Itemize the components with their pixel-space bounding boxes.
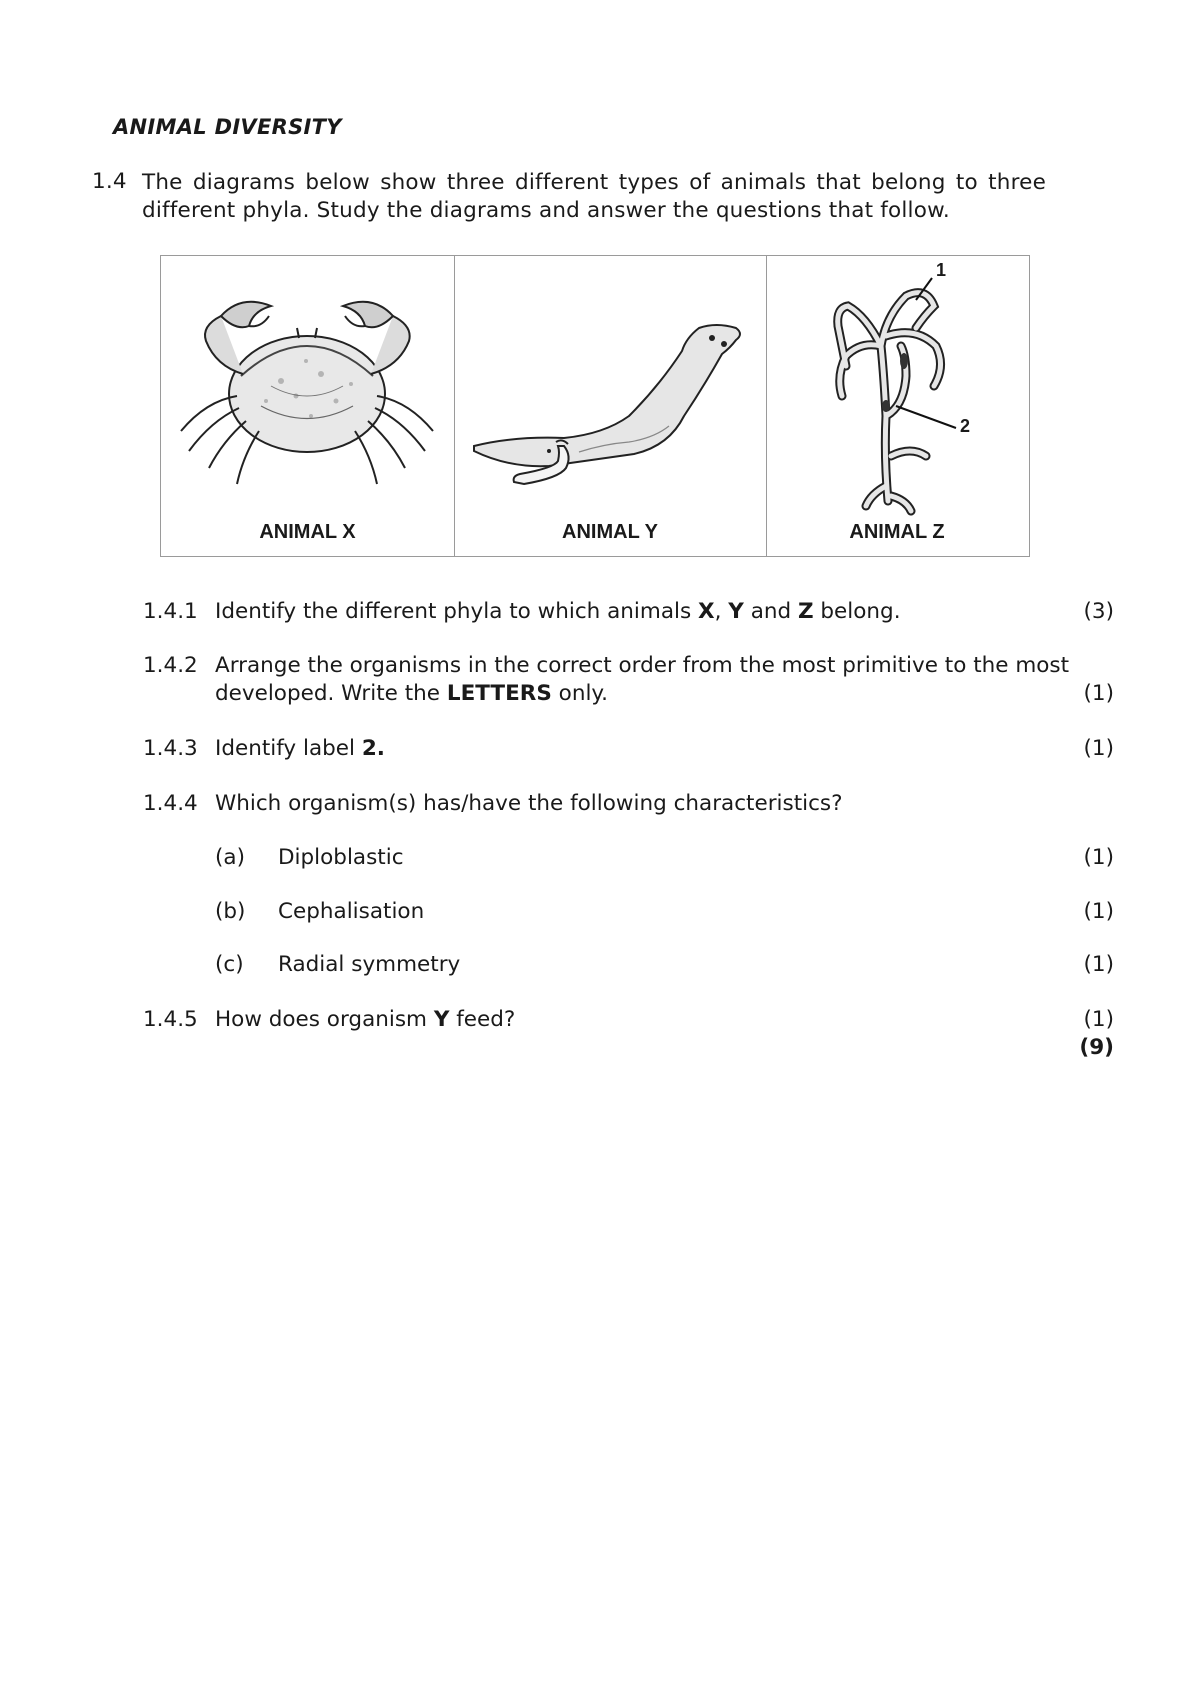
subq-text-1-4-5 — [215, 1007, 515, 1032]
text-part: only. — [551, 681, 608, 706]
text-part: and — [743, 599, 798, 624]
bold-letter-x: X — [698, 599, 715, 624]
label-animal-z: ANIMAL Z — [849, 521, 945, 543]
bold-letter-y: Y — [728, 599, 744, 624]
subq-number-1-4-1: 1.4.1 — [143, 599, 198, 624]
text-part: , — [714, 599, 729, 624]
panel-animal-z — [766, 256, 1028, 556]
text-part: belong. — [813, 599, 901, 624]
question-intro — [142, 169, 1046, 225]
subq-number-1-4-3: 1.4.3 — [143, 736, 198, 761]
flatworm-illustration — [454, 256, 766, 556]
marks-c: (1) — [1083, 952, 1114, 977]
panel-animal-y — [454, 256, 767, 556]
animal-figure — [160, 255, 1030, 557]
pointer-label-2: 2 — [960, 416, 971, 436]
section-title: ANIMAL DIVERSITY — [113, 115, 342, 139]
marks-1-4-3: (1) — [1083, 736, 1114, 761]
item-text-c: Radial symmetry — [278, 952, 461, 977]
item-text-b: Cephalisation — [278, 899, 425, 924]
marks-b: (1) — [1083, 899, 1114, 924]
pointer-line-2 — [896, 406, 956, 428]
label-animal-x: ANIMAL X — [259, 521, 356, 543]
item-letter-a: (a) — [215, 845, 245, 870]
text-part: feed? — [449, 1007, 516, 1032]
text-part: Identify the different phyla to which animals — [215, 599, 699, 624]
subq-number-1-4-5: 1.4.5 — [143, 1007, 198, 1032]
text-part: developed. Write the — [215, 681, 447, 706]
marks-a: (1) — [1083, 845, 1114, 870]
subq-text-1-4-3 — [215, 736, 385, 761]
subq-text-1-4-1 — [215, 599, 901, 624]
question-number: 1.4 — [92, 169, 127, 194]
total-marks: (9) — [1079, 1035, 1114, 1060]
intro-line-1: The diagrams below show three different types of animals that belong to three — [142, 170, 1046, 195]
item-letter-b: (b) — [215, 899, 246, 924]
marks-1-4-2: (1) — [1083, 681, 1114, 706]
label-animal-y: ANIMAL Y — [562, 521, 658, 543]
text-part: Identify label — [215, 736, 362, 761]
item-text-a: Diploblastic — [278, 845, 404, 870]
hydra-illustration — [766, 256, 1028, 556]
subq-text-1-4-2-line2 — [215, 681, 608, 706]
subq-text-1-4-2-line1: Arrange the organisms in the correct order from the most primitive to the most — [215, 653, 1070, 678]
bold-label-2: 2. — [361, 736, 385, 761]
text-part: How does organism — [215, 1007, 434, 1032]
subq-number-1-4-2: 1.4.2 — [143, 653, 198, 678]
bold-letters-word: LETTERS — [446, 681, 552, 706]
item-letter-c: (c) — [215, 952, 244, 977]
subq-number-1-4-4: 1.4.4 — [143, 791, 198, 816]
pointer-label-1: 1 — [936, 260, 947, 280]
marks-1-4-1: (3) — [1083, 599, 1114, 624]
subq-text-1-4-4: Which organism(s) has/have the following characteristics? — [215, 791, 843, 816]
crab-illustration — [161, 256, 454, 556]
intro-line-2: different phyla. Study the diagrams and answer the questions that follow. — [142, 198, 950, 223]
panel-animal-x — [161, 256, 455, 556]
bold-letter-z: Z — [797, 599, 814, 624]
bold-letter-y: Y — [433, 1007, 450, 1032]
marks-1-4-5: (1) — [1083, 1007, 1114, 1032]
